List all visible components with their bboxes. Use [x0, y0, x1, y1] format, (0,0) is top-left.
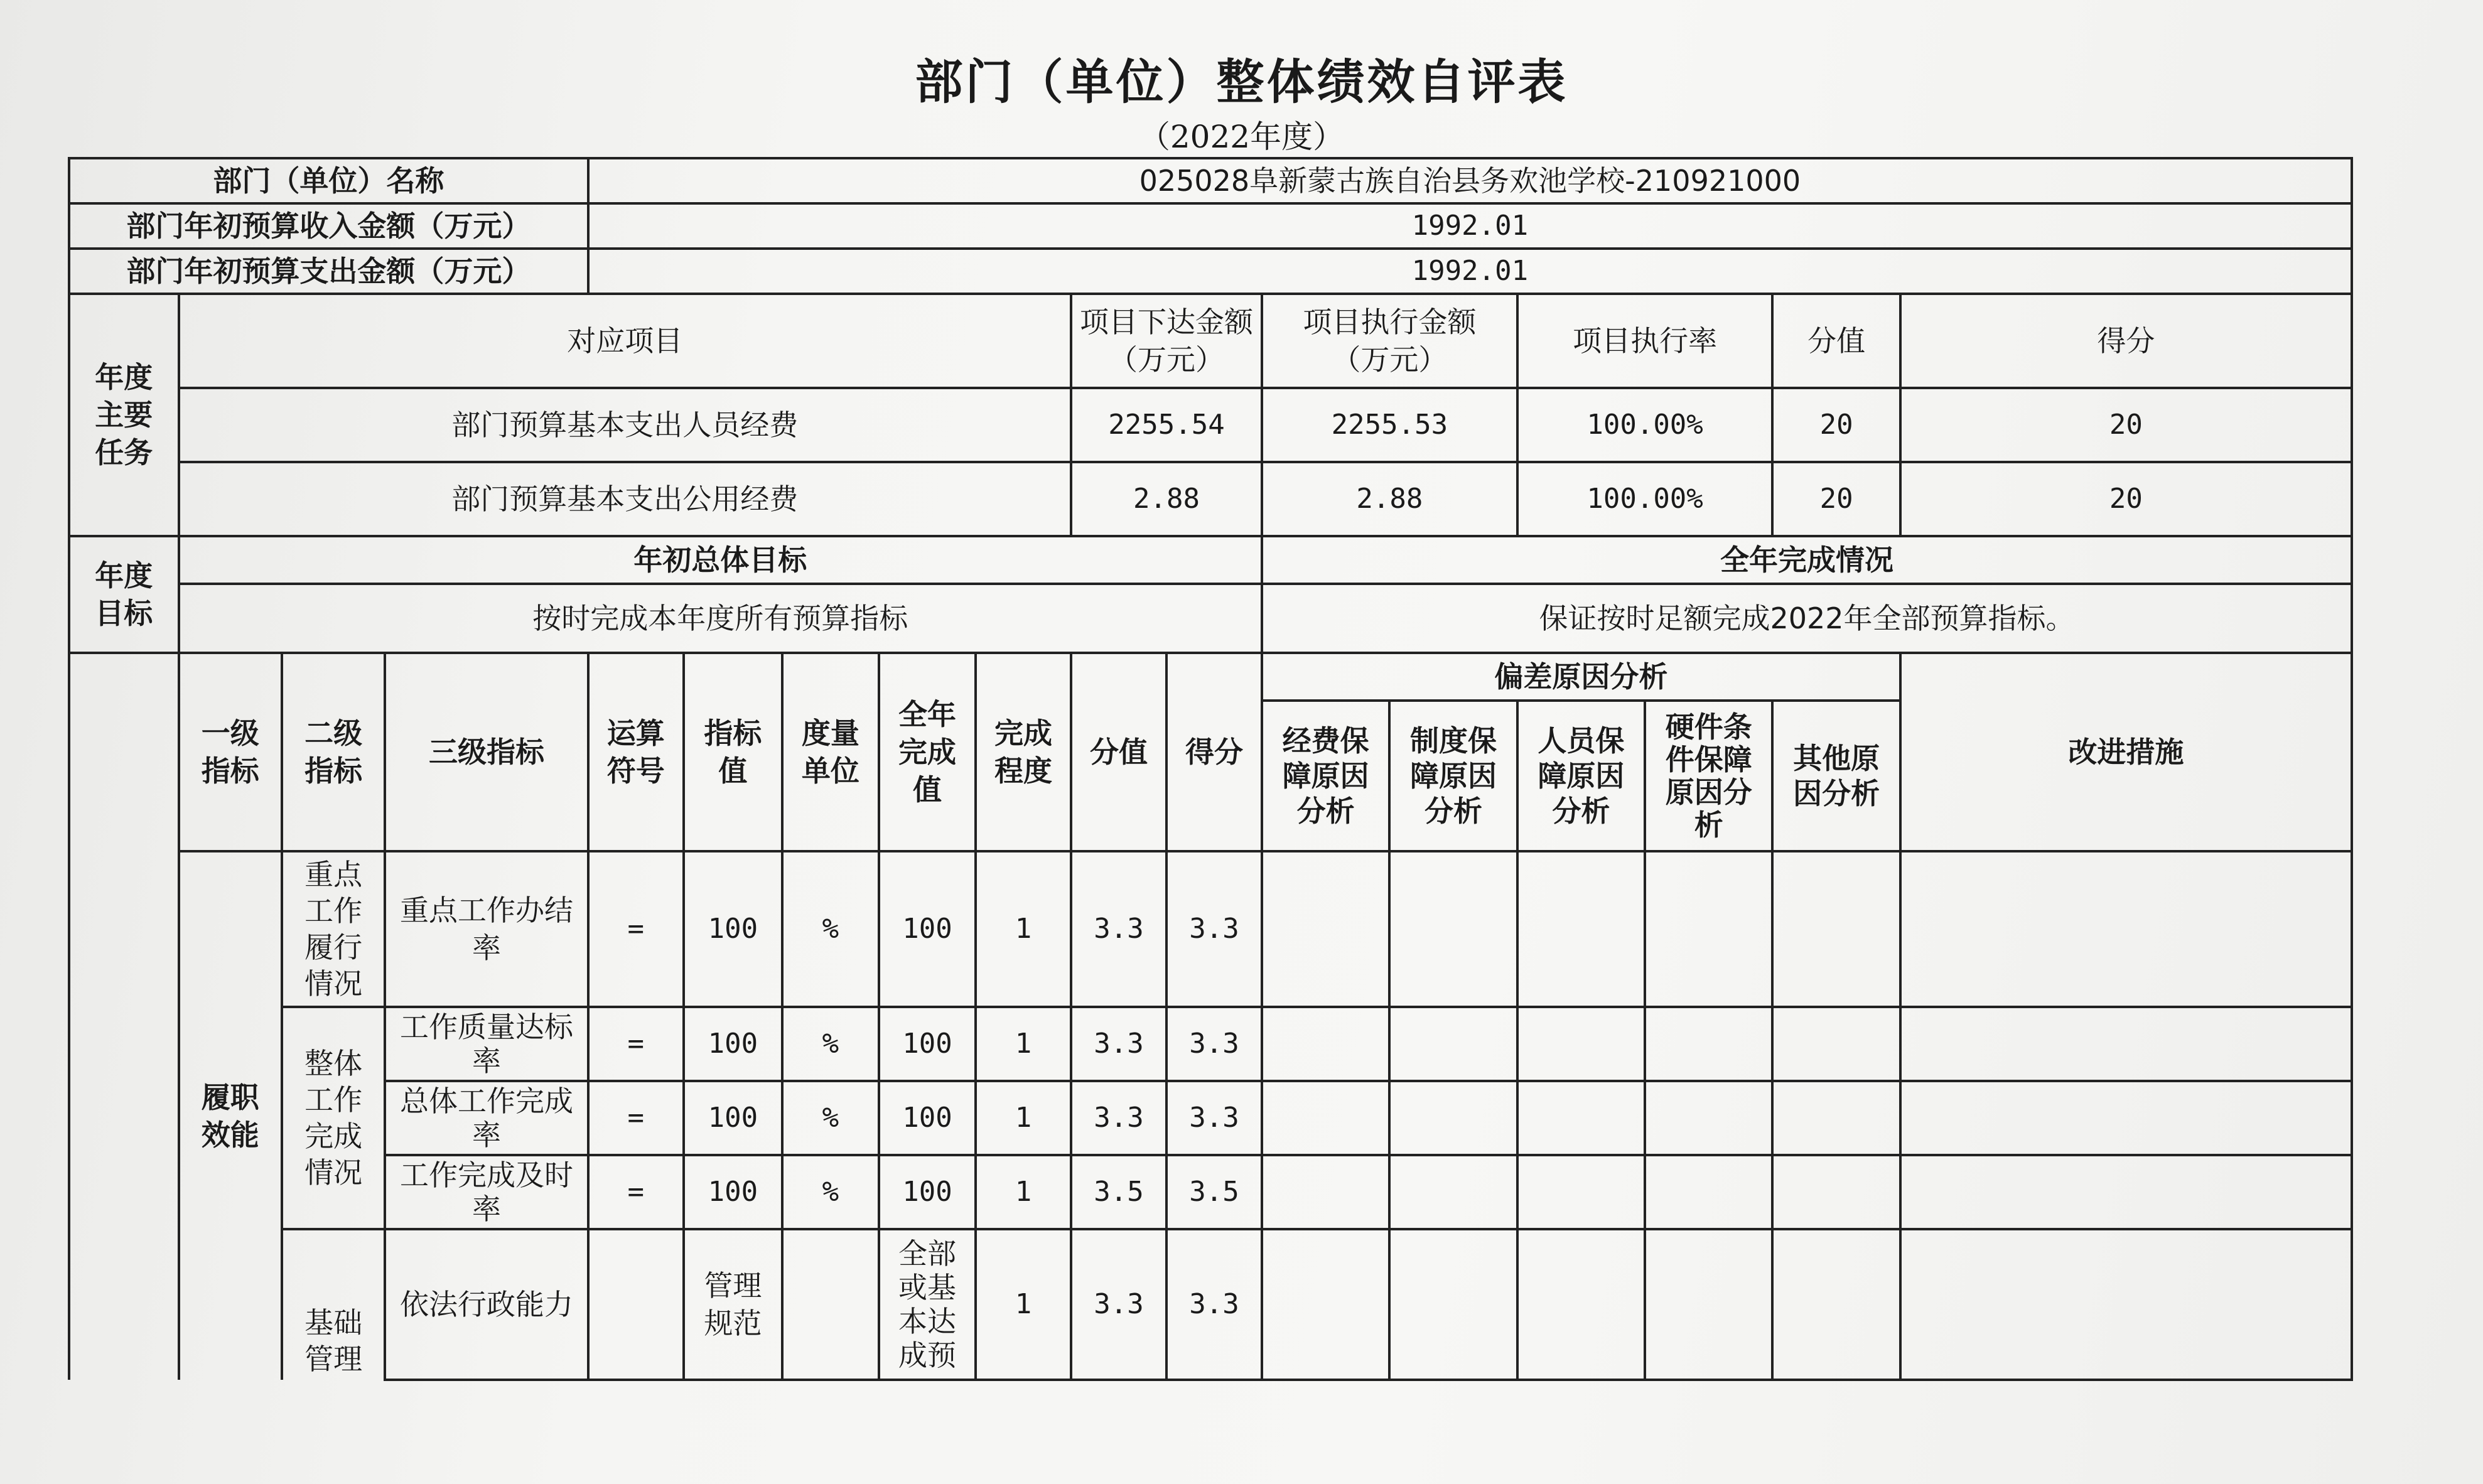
- dev-hardware-cell: [1645, 1007, 1772, 1081]
- task-executed: 2.88: [1262, 462, 1517, 536]
- dev-hardware-header: 硬件条 件保障 原因分 析: [1645, 701, 1772, 851]
- task-score: 20: [1900, 462, 2352, 536]
- dev-other-cell: [1772, 851, 1900, 1007]
- level1-name: 履职 效能: [179, 851, 282, 1380]
- goals-initial-header: 年初总体目标: [179, 536, 1262, 584]
- score-value-header: 分值: [1071, 653, 1166, 851]
- indicator-degree: 1: [976, 1155, 1071, 1229]
- dept-name-row: [69, 158, 2352, 203]
- dept-name-value: 025028阜新蒙古族自治县务欢池学校-210921000: [588, 158, 2352, 203]
- indicator-score-value: 3.3: [1071, 1007, 1166, 1081]
- improve-cell: [1900, 1007, 2352, 1081]
- indicator-name: 总体工作完成 率: [385, 1081, 588, 1155]
- dev-personnel-cell: [1517, 851, 1645, 1007]
- expense-value: 1992.01: [588, 249, 2352, 294]
- evaluation-table: [68, 157, 2353, 1381]
- indicator-target: 100: [684, 1155, 782, 1229]
- indicator-score: 3.3: [1166, 851, 1262, 1007]
- indicator-unit: %: [782, 1081, 879, 1155]
- score-header: 得分: [1166, 653, 1262, 851]
- level1-header: 一级 指标: [179, 653, 282, 851]
- dev-system-cell: [1389, 1229, 1517, 1380]
- indicator-score-value: 3.5: [1071, 1155, 1166, 1229]
- indicator-row: [69, 1081, 2352, 1155]
- tasks-rate-header: 项目执行率: [1517, 294, 1773, 388]
- dev-funding-header: 经费保 障原因 分析: [1262, 701, 1389, 851]
- task-rate: 100.00%: [1517, 388, 1773, 462]
- indicator-score: 3.3: [1166, 1007, 1262, 1081]
- improve-header: 改进措施: [1900, 653, 2352, 851]
- income-label: 部门年初预算收入金额（万元）: [69, 203, 588, 249]
- dev-funding-cell: [1262, 851, 1389, 1007]
- indicator-target: 100: [684, 1081, 782, 1155]
- target-header: 指标 值: [684, 653, 782, 851]
- indicator-score: 3.5: [1166, 1155, 1262, 1229]
- task-item: 部门预算基本支出公用经费: [179, 462, 1071, 536]
- indicator-operator: =: [588, 1007, 684, 1081]
- tasks-header-row: [69, 294, 2352, 388]
- goals-content-row: [69, 584, 2352, 653]
- improve-cell: [1900, 851, 2352, 1007]
- dev-funding-cell: [1262, 1081, 1389, 1155]
- level2-header: 二级 指标: [282, 653, 385, 851]
- dev-hardware-cell: [1645, 1155, 1772, 1229]
- dev-other-header: 其他原 因分析: [1772, 701, 1900, 851]
- task-score: 20: [1900, 388, 2352, 462]
- indicator-operator: =: [588, 1081, 684, 1155]
- tasks-side-label: 年度 主要 任务: [69, 294, 179, 536]
- indicator-target: 100: [684, 851, 782, 1007]
- indicator-actual: 100: [879, 1007, 976, 1081]
- dev-other-cell: [1772, 1007, 1900, 1081]
- level3-header: 三级指标: [385, 653, 588, 851]
- goals-side-label: 年度 目标: [69, 536, 179, 653]
- task-issued: 2255.54: [1071, 388, 1262, 462]
- indicator-unit: %: [782, 1007, 879, 1081]
- goals-header-row: [69, 536, 2352, 584]
- page-subtitle: （2022年度）: [1138, 119, 1345, 155]
- indicator-row: [69, 1155, 2352, 1229]
- indicator-score-value: 3.3: [1071, 851, 1166, 1007]
- improve-cell: [1900, 1155, 2352, 1229]
- indicator-target: 100: [684, 1007, 782, 1081]
- dept-income-row: [69, 203, 2352, 249]
- indicator-degree: 1: [976, 1007, 1071, 1081]
- indicator-operator: =: [588, 1155, 684, 1229]
- indicator-score-value: 3.3: [1071, 1081, 1166, 1155]
- tasks-executed-header: 项目执行金额 （万元）: [1262, 294, 1517, 388]
- dev-personnel-header: 人员保 障原因 分析: [1517, 701, 1645, 851]
- indicators-side-blank: [69, 653, 179, 1380]
- indicator-header-row: [69, 653, 2352, 701]
- task-row: [69, 462, 2352, 536]
- dev-system-cell: [1389, 1155, 1517, 1229]
- task-executed: 2255.53: [1262, 388, 1517, 462]
- actual-header: 全年 完成 值: [879, 653, 976, 851]
- dev-other-cell: [1772, 1081, 1900, 1155]
- indicator-actual: 全部 或基 本达 成预: [879, 1229, 976, 1380]
- task-score-value: 20: [1772, 462, 1900, 536]
- expense-label: 部门年初预算支出金额（万元）: [69, 249, 588, 294]
- dev-other-cell: [1772, 1229, 1900, 1380]
- task-issued: 2.88: [1071, 462, 1262, 536]
- dev-system-cell: [1389, 851, 1517, 1007]
- indicator-degree: 1: [976, 1229, 1071, 1380]
- dev-system-cell: [1389, 1007, 1517, 1081]
- indicator-actual: 100: [879, 1081, 976, 1155]
- group-overall: 整体 工作 完成 情况: [282, 1007, 385, 1229]
- dev-hardware-cell: [1645, 1229, 1772, 1380]
- indicator-actual: 100: [879, 851, 976, 1007]
- page-title: 部门（单位）整体绩效自评表: [915, 54, 1568, 110]
- dev-hardware-cell: [1645, 1081, 1772, 1155]
- task-rate: 100.00%: [1517, 462, 1773, 536]
- indicator-operator: =: [588, 851, 684, 1007]
- indicator-score: 3.3: [1166, 1229, 1262, 1380]
- indicator-name: 工作质量达标 率: [385, 1007, 588, 1081]
- indicator-score-value: 3.3: [1071, 1229, 1166, 1380]
- indicator-score: 3.3: [1166, 1081, 1262, 1155]
- indicator-name: 依法行政能力: [385, 1229, 588, 1380]
- tasks-score-value-header: 分值: [1772, 294, 1900, 388]
- dept-expense-row: [69, 249, 2352, 294]
- dev-funding-cell: [1262, 1229, 1389, 1380]
- indicator-unit: %: [782, 851, 879, 1007]
- group-basic: 基础 管理: [282, 1229, 385, 1380]
- indicator-unit: [782, 1229, 879, 1380]
- dev-system-cell: [1389, 1081, 1517, 1155]
- dev-personnel-cell: [1517, 1081, 1645, 1155]
- dev-funding-cell: [1262, 1155, 1389, 1229]
- goals-initial-text: 按时完成本年度所有预算指标: [179, 584, 1262, 653]
- indicator-row: [69, 1007, 2352, 1081]
- dev-hardware-cell: [1645, 851, 1772, 1007]
- goals-completion-header: 全年完成情况: [1262, 536, 2352, 584]
- indicator-degree: 1: [976, 851, 1071, 1007]
- operator-header: 运算 符号: [588, 653, 684, 851]
- unit-header: 度量 单位: [782, 653, 879, 851]
- indicator-operator: [588, 1229, 684, 1380]
- task-score-value: 20: [1772, 388, 1900, 462]
- dev-personnel-cell: [1517, 1229, 1645, 1380]
- degree-header: 完成 程度: [976, 653, 1071, 851]
- dept-name-label: 部门（单位）名称: [69, 158, 588, 203]
- dev-other-cell: [1772, 1155, 1900, 1229]
- group-key-work: 重点 工作 履行 情况: [282, 851, 385, 1007]
- tasks-item-header: 对应项目: [179, 294, 1071, 388]
- dev-personnel-cell: [1517, 1007, 1645, 1081]
- tasks-issued-header: 项目下达金额 （万元）: [1071, 294, 1262, 388]
- indicator-row: [69, 1229, 2352, 1380]
- dev-system-header: 制度保 障原因 分析: [1389, 701, 1517, 851]
- improve-cell: [1900, 1229, 2352, 1380]
- indicator-target: 管理 规范: [684, 1229, 782, 1380]
- indicator-name: 重点工作办结 率: [385, 851, 588, 1007]
- indicator-name: 工作完成及时 率: [385, 1155, 588, 1229]
- indicator-unit: %: [782, 1155, 879, 1229]
- task-row: [69, 388, 2352, 462]
- goals-completion-text: 保证按时足额完成2022年全部预算指标。: [1262, 584, 2352, 653]
- dev-personnel-cell: [1517, 1155, 1645, 1229]
- indicator-row: [69, 851, 2352, 1007]
- income-value: 1992.01: [588, 203, 2352, 249]
- dev-funding-cell: [1262, 1007, 1389, 1081]
- deviation-header: 偏差原因分析: [1262, 653, 1900, 701]
- indicator-degree: 1: [976, 1081, 1071, 1155]
- task-item: 部门预算基本支出人员经费: [179, 388, 1071, 462]
- tasks-score-header: 得分: [1900, 294, 2352, 388]
- improve-cell: [1900, 1081, 2352, 1155]
- indicator-actual: 100: [879, 1155, 976, 1229]
